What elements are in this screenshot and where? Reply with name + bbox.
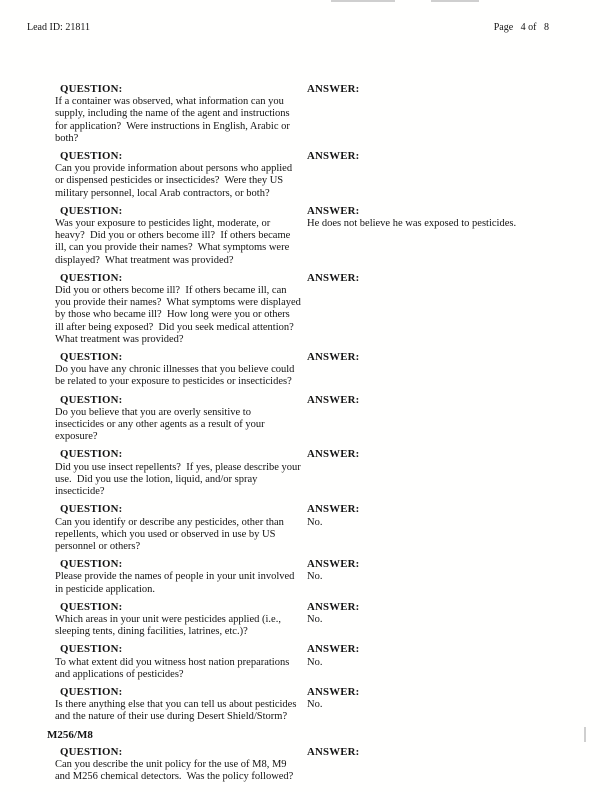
- qa-row: [55, 503, 581, 553]
- question-label: QUESTION:: [60, 150, 123, 163]
- question-block: [55, 558, 307, 596]
- answer-block: [307, 205, 581, 267]
- answer-text: No.: [307, 656, 323, 668]
- answer-block: [307, 558, 581, 596]
- lead-id: Lead ID: 21811: [27, 22, 90, 33]
- answer-label: ANSWER:: [307, 558, 360, 571]
- answer-label: ANSWER:: [307, 393, 360, 406]
- qa-row: [55, 746, 581, 784]
- qa-row: [55, 394, 581, 444]
- question-text: Did you or others become ill? If others became ill, can you provide their names? What symptoms were displayed by those who became ill? How long were you or others ill after being exposed? Did you seek medical attention? What treatment was provided?: [55, 285, 304, 345]
- question-label: QUESTION:: [60, 558, 123, 571]
- answer-block: [307, 83, 581, 145]
- scan-artifact: [584, 727, 586, 742]
- question-block: [55, 746, 307, 784]
- question-text: Is there anything else that you can tell us about pesticides and the nature of their use during Desert Shield/Storm?: [55, 699, 300, 723]
- page-header: [0, 0, 611, 33]
- qa-row: [55, 601, 581, 639]
- question-label: QUESTION:: [60, 204, 123, 217]
- question-block: [55, 272, 307, 346]
- question-text: Did you use insect repellents? If yes, please describe your use. Did you use the lotion, liquid, and/or spray insecticide?: [55, 461, 304, 498]
- answer-label: ANSWER:: [307, 685, 360, 698]
- answer-label: ANSWER:: [307, 83, 360, 95]
- answer-block: [307, 448, 581, 498]
- question-text: Which areas in your unit were pesticides applied (i.e., sleeping tents, dining facilities, latrines, etc.)?: [55, 613, 284, 638]
- answer-label: ANSWER:: [307, 643, 360, 656]
- answer-label: ANSWER:: [307, 448, 360, 461]
- question-text: Do you have any chronic illnesses that you believe could be related to your exposure to pesticides or insecticides?: [55, 364, 298, 388]
- qa-row: [55, 205, 581, 267]
- qa-row: [55, 351, 581, 389]
- question-text: Was your exposure to pesticides light, moderate, or heavy? Did you or others become ill? If others became ill, can you provide their names? What symptoms were displayed? What treatment was provided?: [55, 218, 293, 266]
- answer-label: ANSWER:: [307, 150, 360, 163]
- qa-row: [55, 272, 581, 346]
- scan-artifact: [331, 0, 395, 2]
- question-label: QUESTION:: [60, 600, 123, 613]
- question-block: [55, 686, 307, 724]
- answer-text: No.: [307, 516, 323, 528]
- question-text: Please provide the names of people in your unit involved in pesticide application.: [55, 571, 298, 595]
- question-text: Can you identify or describe any pesticides, other than repellents, which you used or observed in use by US personnel or others?: [55, 516, 287, 552]
- answer-text: No.: [307, 571, 323, 583]
- scan-artifact: [431, 0, 479, 2]
- section-header: M256/M8: [47, 728, 93, 741]
- answer-block: [307, 150, 581, 200]
- answer-label: ANSWER:: [307, 503, 360, 516]
- question-label: QUESTION:: [60, 685, 123, 698]
- answer-label: ANSWER:: [307, 271, 360, 284]
- answer-block: [307, 272, 581, 346]
- qa-row: [55, 558, 581, 596]
- question-text: Do you believe that you are overly sensitive to insecticides or any other agents as a result of your exposure?: [55, 406, 268, 443]
- answer-block: [307, 601, 581, 639]
- question-label: QUESTION:: [60, 351, 123, 364]
- question-text: Can you describe the unit policy for the use of M8, M9 and M256 chemical detectors. Was the policy followed?: [55, 758, 294, 782]
- question-label: QUESTION:: [60, 448, 123, 461]
- qa-row: [55, 448, 581, 498]
- answer-text: He does not believe he was exposed to pesticides.: [307, 218, 517, 230]
- qa-row: [55, 643, 581, 681]
- answer-text: No.: [307, 613, 323, 625]
- question-block: [55, 351, 307, 389]
- question-label: QUESTION:: [60, 745, 123, 758]
- question-block: [55, 205, 307, 267]
- question-block: [55, 448, 307, 498]
- answer-block: [307, 746, 581, 784]
- question-text: If a container was observed, what information can you supply, including the name of the agent and instructions for application? Were instructions in English, Arabic or both?: [55, 96, 293, 144]
- question-text: Can you provide information about persons who applied or dispensed pesticides or insecticides? Were they US military personnel, local Arab contractors, or both?: [55, 163, 295, 199]
- question-label: QUESTION:: [60, 393, 123, 406]
- qa-row: [55, 686, 581, 724]
- answer-label: ANSWER:: [307, 600, 360, 613]
- qa-row: [55, 83, 581, 145]
- question-block: [55, 503, 307, 553]
- question-label: QUESTION:: [60, 271, 123, 284]
- answer-text: No.: [307, 699, 323, 711]
- answer-block: [307, 394, 581, 444]
- question-block: [55, 643, 307, 681]
- answer-block: [307, 686, 581, 724]
- question-text: To what extent did you witness host nation preparations and applications of pesticides?: [55, 656, 292, 680]
- answer-label: ANSWER:: [307, 745, 360, 758]
- answer-label: ANSWER:: [307, 204, 360, 217]
- question-block: [55, 83, 307, 145]
- answer-block: [307, 351, 581, 389]
- answer-label: ANSWER:: [307, 351, 360, 364]
- question-label: QUESTION:: [60, 643, 123, 656]
- page-number: Page 4 of 8: [493, 22, 549, 33]
- answer-block: [307, 643, 581, 681]
- question-block: [55, 150, 307, 200]
- qa-list: [47, 83, 581, 783]
- question-label: QUESTION:: [60, 503, 123, 516]
- question-block: [55, 394, 307, 444]
- qa-row: [55, 150, 581, 200]
- answer-block: [307, 503, 581, 553]
- question-label: QUESTION:: [60, 83, 123, 95]
- question-block: [55, 601, 307, 639]
